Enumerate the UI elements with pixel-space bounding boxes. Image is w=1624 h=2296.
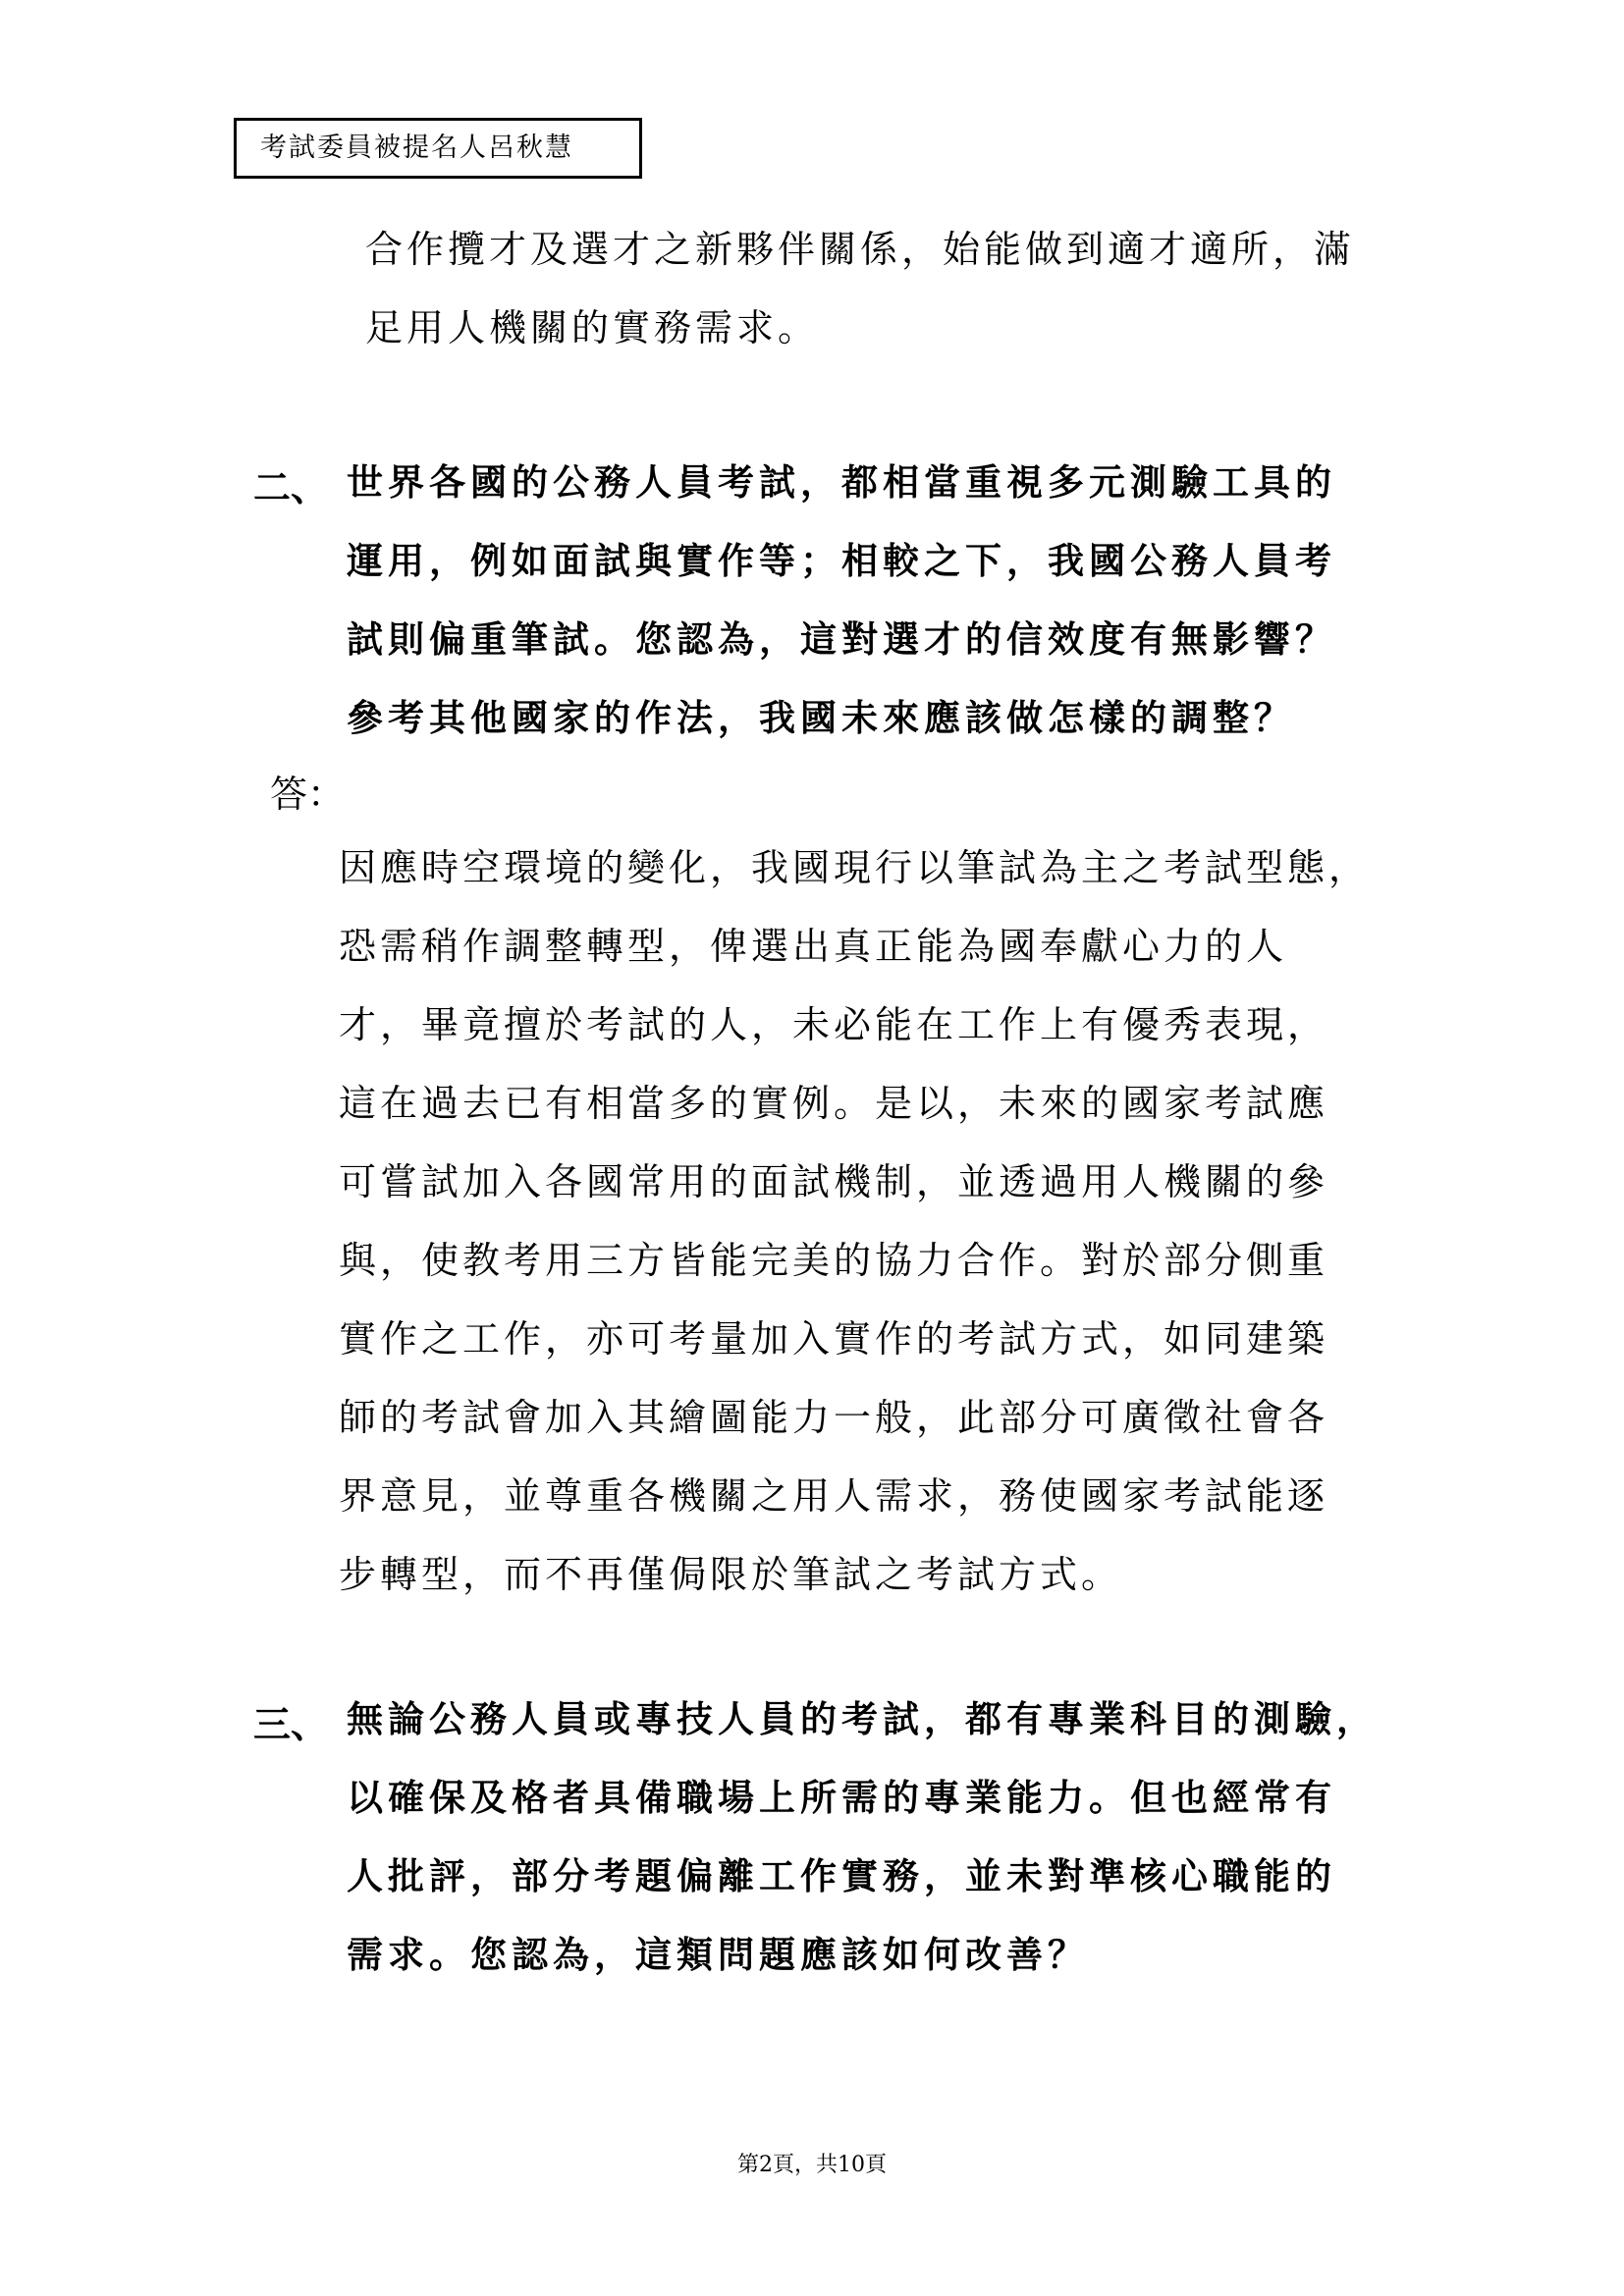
question-3-line: 人批評，部分考題偏離工作實務，並未對準核心職能的 (347, 1855, 1336, 1897)
question-2-line: 試則偏重筆試。您認為，這對選才的信效度有無影響？ (347, 618, 1336, 661)
answer-line: 可嘗試加入各國常用的面試機制，並透過用人機關的參 (339, 1160, 1329, 1203)
question-2-line: 運用，例如面試與實作等；相較之下，我國公務人員考 (347, 540, 1336, 582)
question-3-line: 需求。您認為，這類問題應該如何改善？ (347, 1934, 1089, 1976)
answer-line: 因應時空環境的變化，我國現行以筆試為主之考試型態， (339, 846, 1371, 889)
answer-line: 與，使教考用三方皆能完美的協力合作。對於部分側重 (339, 1239, 1329, 1282)
answer-line: 恐需稍作調整轉型，俾選出真正能為國奉獻心力的人 (339, 925, 1288, 968)
answer-line: 步轉型，而不再僅侷限於筆試之考試方式。 (339, 1553, 1123, 1596)
answer-line: 實作之工作，亦可考量加入實作的考試方式，如同建築 (339, 1317, 1329, 1361)
question-2-line: 參考其他國家的作法，我國未來應該做怎樣的調整？ (347, 697, 1295, 739)
question-3-number: 三、 (253, 1703, 329, 1746)
nominee-header-box (234, 118, 642, 179)
question-3-line: 無論公務人員或專技人員的考試，都有專業科目的測驗， (347, 1698, 1378, 1740)
nominee-label: 考試委員被提名人呂秋慧 (260, 133, 573, 163)
question-2-line: 世界各國的公務人員考試，都相當重視多元測驗工具的 (347, 461, 1336, 504)
answer-line: 界意見，並尊重各機關之用人需求，務使國家考試能逐 (339, 1474, 1329, 1518)
answer-line: 這在過去已有相當多的實例。是以，未來的國家考試應 (339, 1082, 1329, 1125)
continuation-line: 足用人機關的實務需求。 (365, 306, 820, 349)
continuation-line: 合作攬才及選才之新夥伴關係，始能做到適才適所，滿 (365, 228, 1356, 271)
answer-line: 師的考試會加入其繪圖能力一般，此部分可廣徵社會各 (339, 1396, 1329, 1439)
question-3-line: 以確保及格者具備職場上所需的專業能力。但也經常有 (347, 1777, 1336, 1819)
question-2-number: 二、 (253, 466, 329, 509)
answer-label: 答： (270, 773, 346, 816)
answer-line: 才，畢竟擅於考試的人，未必能在工作上有優秀表現， (339, 1003, 1329, 1046)
page-number-footer: 第2頁，共10頁 (737, 2153, 887, 2177)
